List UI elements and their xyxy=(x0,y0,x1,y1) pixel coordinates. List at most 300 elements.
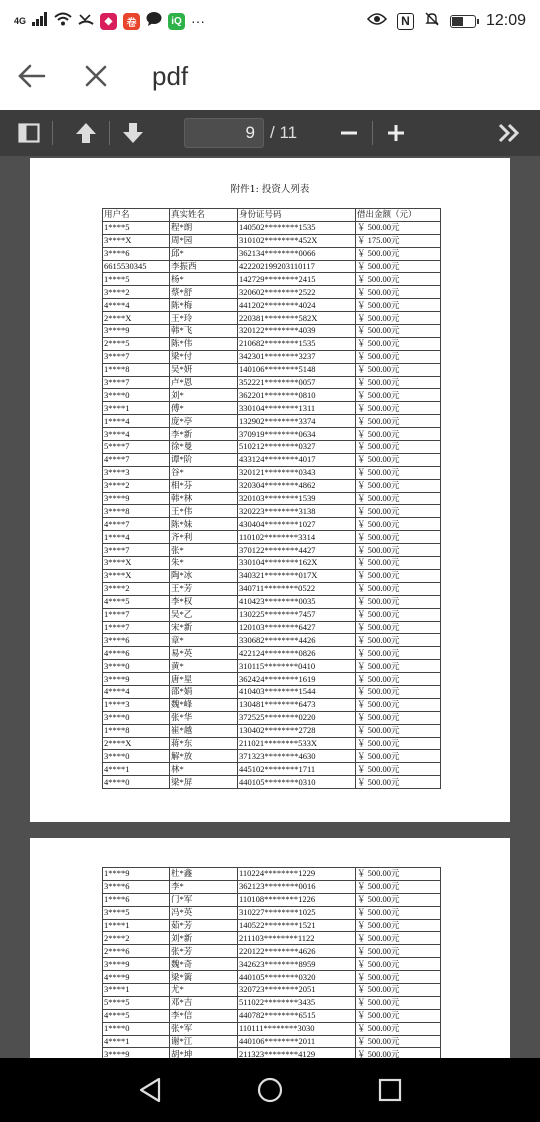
amount-cell: ￥ 500.00元 xyxy=(356,247,441,260)
table-row xyxy=(103,453,441,466)
table-row xyxy=(103,1035,441,1048)
table-row xyxy=(103,428,441,441)
amount-cell: ￥ 500.00元 xyxy=(356,919,441,932)
id-number-cell: 110102********3314 xyxy=(238,531,356,544)
username-cell: 4****4 xyxy=(103,299,170,312)
table-row xyxy=(103,737,441,750)
status-bar xyxy=(0,0,540,42)
amount-cell: ￥ 500.00元 xyxy=(356,763,441,776)
id-number-cell: 320103********1539 xyxy=(238,492,356,505)
username-cell: 3****0 xyxy=(103,389,170,402)
pdf-viewer[interactable] xyxy=(0,156,540,1058)
id-number-cell: 130402********2728 xyxy=(238,724,356,737)
amount-cell: ￥ 500.00元 xyxy=(356,958,441,971)
nav-recents-button[interactable] xyxy=(358,1058,422,1122)
table-row xyxy=(103,1048,441,1058)
table-row xyxy=(103,363,441,376)
arrow-up-icon xyxy=(75,122,97,144)
username-cell: 4****1 xyxy=(103,1035,170,1048)
amount-cell: ￥ 500.00元 xyxy=(356,996,441,1009)
table-row xyxy=(103,505,441,518)
amount-cell: ￥ 500.00元 xyxy=(356,1035,441,1048)
back-button[interactable] xyxy=(0,42,64,110)
amount-cell: ￥ 500.00元 xyxy=(356,685,441,698)
id-number-cell: 130225********7457 xyxy=(238,608,356,621)
real-name-cell: 周*园 xyxy=(170,234,238,247)
username-cell: 1****4 xyxy=(103,415,170,428)
id-number-cell: 320121********0343 xyxy=(238,466,356,479)
amount-cell: ￥ 500.00元 xyxy=(356,698,441,711)
username-cell: 3****6 xyxy=(103,880,170,893)
amount-cell: ￥ 175.00元 xyxy=(356,234,441,247)
amount-cell: ￥ 500.00元 xyxy=(356,984,441,997)
real-name-cell: 吴*乙 xyxy=(170,608,238,621)
real-name-cell: 吴*妍 xyxy=(170,363,238,376)
more-tools-button[interactable] xyxy=(486,110,532,156)
table-row xyxy=(103,402,441,415)
real-name-cell: 谭*阶 xyxy=(170,453,238,466)
table-row xyxy=(103,763,441,776)
username-cell: 4****4 xyxy=(103,685,170,698)
username-cell: 1****6 xyxy=(103,893,170,906)
id-number-cell: 370919********0634 xyxy=(238,428,356,441)
table-row xyxy=(103,1022,441,1035)
id-number-cell: 510212********0327 xyxy=(238,441,356,454)
table-row xyxy=(103,776,441,789)
id-number-cell: 371323********4630 xyxy=(238,750,356,763)
username-cell: 4****6 xyxy=(103,647,170,660)
amount-cell: ￥ 500.00元 xyxy=(356,299,441,312)
app-notification-icon: 卷 xyxy=(123,13,140,30)
arrow-down-icon xyxy=(122,122,144,144)
column-header: 身份证号码 xyxy=(238,209,356,222)
amount-cell: ￥ 500.00元 xyxy=(356,1022,441,1035)
amount-cell: ￥ 500.00元 xyxy=(356,479,441,492)
table-row xyxy=(103,673,441,686)
id-number-cell: 211103********1122 xyxy=(238,932,356,945)
back-arrow-icon xyxy=(18,64,46,88)
username-cell: 3****2 xyxy=(103,286,170,299)
username-cell: 1****4 xyxy=(103,531,170,544)
id-number-cell: 422202199203110117 xyxy=(238,260,356,273)
id-number-cell: 441202********4024 xyxy=(238,299,356,312)
real-name-cell: 李*信 xyxy=(170,1009,238,1022)
amount-cell: ￥ 500.00元 xyxy=(356,273,441,286)
real-name-cell: 李* xyxy=(170,880,238,893)
close-button[interactable] xyxy=(64,42,128,110)
username-cell: 4****1 xyxy=(103,763,170,776)
real-name-cell: 王*芳 xyxy=(170,582,238,595)
real-name-cell: 冯*英 xyxy=(170,906,238,919)
minus-icon xyxy=(339,123,359,143)
username-cell: 2****X xyxy=(103,312,170,325)
table-row xyxy=(103,608,441,621)
id-number-cell: 211323********4129 xyxy=(238,1048,356,1058)
username-cell: 3****2 xyxy=(103,582,170,595)
amount-cell: ￥ 500.00元 xyxy=(356,453,441,466)
id-number-cell: 410403********1544 xyxy=(238,685,356,698)
username-cell: 2****6 xyxy=(103,945,170,958)
username-cell: 4****5 xyxy=(103,595,170,608)
amount-cell: ￥ 500.00元 xyxy=(356,945,441,958)
real-name-cell: 崔*越 xyxy=(170,724,238,737)
id-number-cell: 440106********2011 xyxy=(238,1035,356,1048)
username-cell: 3****7 xyxy=(103,350,170,363)
table-row xyxy=(103,868,441,881)
table-row xyxy=(103,660,441,673)
amount-cell: ￥ 500.00元 xyxy=(356,402,441,415)
username-cell: 3****9 xyxy=(103,958,170,971)
zoom-in-button[interactable] xyxy=(373,110,419,156)
username-cell: 4****7 xyxy=(103,453,170,466)
id-number-cell: 110224********1229 xyxy=(238,868,356,881)
column-header: 真实姓名 xyxy=(170,209,238,222)
navigation-bar xyxy=(0,1058,540,1122)
amount-cell: ￥ 500.00元 xyxy=(356,518,441,531)
toolbar-divider xyxy=(52,121,53,145)
table-row xyxy=(103,415,441,428)
id-number-cell: 445102********1711 xyxy=(238,763,356,776)
message-icon xyxy=(146,11,162,31)
amount-cell: ￥ 500.00元 xyxy=(356,350,441,363)
id-number-cell: 440105********0310 xyxy=(238,776,356,789)
real-name-cell: 茹*芳 xyxy=(170,919,238,932)
real-name-cell: 邵*娟 xyxy=(170,685,238,698)
table-row xyxy=(103,325,441,338)
username-cell: 3****3 xyxy=(103,466,170,479)
amount-cell: ￥ 500.00元 xyxy=(356,932,441,945)
real-name-cell: 刘* xyxy=(170,389,238,402)
username-cell: 2****2 xyxy=(103,932,170,945)
table-row xyxy=(103,492,441,505)
username-cell: 3****1 xyxy=(103,984,170,997)
real-name-cell: 齐*利 xyxy=(170,531,238,544)
amount-cell: ￥ 500.00元 xyxy=(356,608,441,621)
amount-cell: ￥ 500.00元 xyxy=(356,906,441,919)
missed-call-icon xyxy=(78,11,94,31)
username-cell: 3****0 xyxy=(103,660,170,673)
real-name-cell: 杨* xyxy=(170,273,238,286)
username-cell: 3****9 xyxy=(103,1048,170,1058)
username-cell: 3****2 xyxy=(103,479,170,492)
id-number-cell: 210682********1535 xyxy=(238,337,356,350)
nav-home-button[interactable] xyxy=(238,1058,302,1122)
username-cell: 3****X xyxy=(103,569,170,582)
real-name-cell: 蒋*东 xyxy=(170,737,238,750)
id-number-cell: 372525********0220 xyxy=(238,711,356,724)
table-row xyxy=(103,286,441,299)
real-name-cell: 李*权 xyxy=(170,595,238,608)
amount-cell: ￥ 500.00元 xyxy=(356,868,441,881)
real-name-cell: 门*军 xyxy=(170,893,238,906)
table-row xyxy=(103,880,441,893)
username-cell: 3****1 xyxy=(103,402,170,415)
amount-cell: ￥ 500.00元 xyxy=(356,737,441,750)
username-cell: 1****7 xyxy=(103,608,170,621)
table-row xyxy=(103,441,441,454)
username-cell: 3****X xyxy=(103,234,170,247)
amount-cell: ￥ 500.00元 xyxy=(356,312,441,325)
username-cell: 3****9 xyxy=(103,673,170,686)
amount-cell: ￥ 500.00元 xyxy=(356,531,441,544)
signal-icon xyxy=(32,12,48,30)
wifi-icon xyxy=(54,12,72,30)
id-number-cell: 220381********582X xyxy=(238,312,356,325)
id-number-cell: 110108********1226 xyxy=(238,893,356,906)
username-cell: 3****6 xyxy=(103,634,170,647)
table-row xyxy=(103,996,441,1009)
amount-cell: ￥ 500.00元 xyxy=(356,376,441,389)
amount-cell: ￥ 500.00元 xyxy=(356,466,441,479)
real-name-cell: 相*芬 xyxy=(170,479,238,492)
real-name-cell: 徐*曼 xyxy=(170,441,238,454)
table-row xyxy=(103,466,441,479)
username-cell: 3****6 xyxy=(103,247,170,260)
amount-cell: ￥ 500.00元 xyxy=(356,569,441,582)
table-row xyxy=(103,531,441,544)
table-row xyxy=(103,389,441,402)
real-name-cell: 程*朗 xyxy=(170,221,238,234)
username-cell: 6615530345 xyxy=(103,260,170,273)
amount-cell: ￥ 500.00元 xyxy=(356,1048,441,1058)
column-header: 借出金额（元） xyxy=(356,209,441,222)
real-name-cell: 邓*吉 xyxy=(170,996,238,1009)
table-row xyxy=(103,698,441,711)
real-name-cell: 魏*峰 xyxy=(170,698,238,711)
table-row xyxy=(103,518,441,531)
plus-icon xyxy=(386,123,406,143)
real-name-cell: 陈*妹 xyxy=(170,518,238,531)
real-name-cell: 解*放 xyxy=(170,750,238,763)
username-cell: 4****9 xyxy=(103,971,170,984)
username-cell: 1****8 xyxy=(103,724,170,737)
id-number-cell: 410423********0035 xyxy=(238,595,356,608)
amount-cell: ￥ 500.00元 xyxy=(356,363,441,376)
amount-cell: ￥ 500.00元 xyxy=(356,492,441,505)
id-number-cell: 140106********5148 xyxy=(238,363,356,376)
id-number-cell: 211021********533X xyxy=(238,737,356,750)
amount-cell: ￥ 500.00元 xyxy=(356,286,441,299)
real-name-cell: 李*新 xyxy=(170,428,238,441)
amount-cell: ￥ 500.00元 xyxy=(356,557,441,570)
double-chevron-right-icon xyxy=(497,123,521,143)
id-number-cell: 362134********0066 xyxy=(238,247,356,260)
id-number-cell: 430404********1027 xyxy=(238,518,356,531)
id-number-cell: 330682********4426 xyxy=(238,634,356,647)
real-name-cell: 张*华 xyxy=(170,711,238,724)
real-name-cell: 梁*屏 xyxy=(170,776,238,789)
amount-cell: ￥ 500.00元 xyxy=(356,582,441,595)
sidebar-toggle-button[interactable] xyxy=(6,110,52,156)
username-cell: 3****0 xyxy=(103,711,170,724)
id-number-cell: 310115********0410 xyxy=(238,660,356,673)
table-row xyxy=(103,337,441,350)
previous-page-button[interactable] xyxy=(63,110,109,156)
username-cell: 1****1 xyxy=(103,919,170,932)
table-row xyxy=(103,1009,441,1022)
username-cell: 4****0 xyxy=(103,776,170,789)
real-name-cell: 宋*新 xyxy=(170,621,238,634)
square-recents-icon xyxy=(378,1078,402,1102)
id-number-cell: 132902********3374 xyxy=(238,415,356,428)
username-cell: 3****7 xyxy=(103,544,170,557)
id-number-cell: 340321********017X xyxy=(238,569,356,582)
pdf-toolbar xyxy=(0,110,540,156)
nav-back-button[interactable] xyxy=(118,1058,182,1122)
username-cell: 1****7 xyxy=(103,621,170,634)
id-number-cell: 342301********3237 xyxy=(238,350,356,363)
page-title: pdf xyxy=(152,60,189,91)
real-name-cell: 魏*奇 xyxy=(170,958,238,971)
real-name-cell: 黄* xyxy=(170,660,238,673)
amount-cell: ￥ 500.00元 xyxy=(356,647,441,660)
table-header-row xyxy=(103,209,441,222)
table-row xyxy=(103,299,441,312)
id-number-cell: 370122********4427 xyxy=(238,544,356,557)
table-row xyxy=(103,984,441,997)
username-cell: 3****7 xyxy=(103,376,170,389)
real-name-cell: 张*军 xyxy=(170,1022,238,1035)
amount-cell: ￥ 500.00元 xyxy=(356,428,441,441)
table-row xyxy=(103,932,441,945)
clock: 12:09 xyxy=(485,12,526,29)
id-number-cell: 362123********0016 xyxy=(238,880,356,893)
amount-cell: ￥ 500.00元 xyxy=(356,621,441,634)
pdf-page xyxy=(30,158,510,822)
page-total: / 11 xyxy=(270,123,298,142)
real-name-cell: 李振西 xyxy=(170,260,238,273)
table-row xyxy=(103,221,441,234)
username-cell: 1****0 xyxy=(103,1022,170,1035)
username-cell: 3****9 xyxy=(103,325,170,338)
amount-cell: ￥ 500.00元 xyxy=(356,724,441,737)
real-name-cell: 杜*鑫 xyxy=(170,868,238,881)
table-row xyxy=(103,544,441,557)
id-number-cell: 342623********8959 xyxy=(238,958,356,971)
table-row xyxy=(103,557,441,570)
table-row xyxy=(103,595,441,608)
username-cell: 5****5 xyxy=(103,996,170,1009)
username-cell: 3****5 xyxy=(103,906,170,919)
username-cell: 3****9 xyxy=(103,492,170,505)
real-name-cell: 谢*江 xyxy=(170,1035,238,1048)
table-row xyxy=(103,724,441,737)
table-row xyxy=(103,711,441,724)
nfc-icon: N xyxy=(397,13,414,30)
id-number-cell: 362424********1619 xyxy=(238,673,356,686)
id-number-cell: 140502********1535 xyxy=(238,221,356,234)
username-cell: 1****3 xyxy=(103,698,170,711)
table-row xyxy=(103,685,441,698)
amount-cell: ￥ 500.00元 xyxy=(356,893,441,906)
username-cell: 4****7 xyxy=(103,518,170,531)
id-number-cell: 330104********1311 xyxy=(238,402,356,415)
username-cell: 2****5 xyxy=(103,337,170,350)
table-row xyxy=(103,906,441,919)
id-number-cell: 140522********1521 xyxy=(238,919,356,932)
username-cell: 1****8 xyxy=(103,363,170,376)
amount-cell: ￥ 500.00元 xyxy=(356,415,441,428)
id-number-cell: 110111********3030 xyxy=(238,1022,356,1035)
id-number-cell: 422124********0826 xyxy=(238,647,356,660)
real-name-cell: 陈*伟 xyxy=(170,337,238,350)
table-row xyxy=(103,376,441,389)
table-row xyxy=(103,479,441,492)
table-row xyxy=(103,569,441,582)
id-number-cell: 433124********4017 xyxy=(238,453,356,466)
amount-cell: ￥ 500.00元 xyxy=(356,634,441,647)
amount-cell: ￥ 500.00元 xyxy=(356,776,441,789)
network-type: 4G xyxy=(14,15,27,26)
page-number-input[interactable]: 9 xyxy=(184,118,264,148)
real-name-cell: 胡*坤 xyxy=(170,1048,238,1058)
id-number-cell: 320723********2051 xyxy=(238,984,356,997)
username-cell: 3****0 xyxy=(103,750,170,763)
real-name-cell: 韩*林 xyxy=(170,492,238,505)
table-row xyxy=(103,919,441,932)
real-name-cell: 庞*亭 xyxy=(170,415,238,428)
table-row xyxy=(103,621,441,634)
app-bar xyxy=(0,42,540,110)
id-number-cell: 130481********6473 xyxy=(238,698,356,711)
column-header: 用户名 xyxy=(103,209,170,222)
battery-icon xyxy=(450,15,476,28)
amount-cell: ￥ 500.00元 xyxy=(356,750,441,763)
zoom-out-button[interactable] xyxy=(326,110,372,156)
amount-cell: ￥ 500.00元 xyxy=(356,325,441,338)
username-cell: 4****5 xyxy=(103,1009,170,1022)
real-name-cell: 唐*星 xyxy=(170,673,238,686)
real-name-cell: 韩*飞 xyxy=(170,325,238,338)
real-name-cell: 林* xyxy=(170,763,238,776)
id-number-cell: 220122********4626 xyxy=(238,945,356,958)
amount-cell: ￥ 500.00元 xyxy=(356,441,441,454)
real-name-cell: 卢*恩 xyxy=(170,376,238,389)
close-icon xyxy=(85,65,107,87)
real-name-cell: 谷* xyxy=(170,466,238,479)
table-row xyxy=(103,273,441,286)
pdf-page xyxy=(30,838,510,1058)
table-row xyxy=(103,634,441,647)
real-name-cell: 刘*新 xyxy=(170,932,238,945)
username-cell: 1****5 xyxy=(103,273,170,286)
real-name-cell: 梁*篱 xyxy=(170,971,238,984)
amount-cell: ￥ 500.00元 xyxy=(356,880,441,893)
real-name-cell: 尤* xyxy=(170,984,238,997)
table-row xyxy=(103,260,441,273)
real-name-cell: 章* xyxy=(170,634,238,647)
investor-table xyxy=(102,208,441,789)
amount-cell: ￥ 500.00元 xyxy=(356,1009,441,1022)
amount-cell: ￥ 500.00元 xyxy=(356,660,441,673)
real-name-cell: 朱* xyxy=(170,557,238,570)
real-name-cell: 王*伟 xyxy=(170,505,238,518)
table-row xyxy=(103,312,441,325)
real-name-cell: 傅* xyxy=(170,402,238,415)
username-cell: 1****9 xyxy=(103,868,170,881)
id-number-cell: 440105********0320 xyxy=(238,971,356,984)
id-number-cell: 320602********2522 xyxy=(238,286,356,299)
id-number-cell: 310227********1025 xyxy=(238,906,356,919)
username-cell: 2****X xyxy=(103,737,170,750)
id-number-cell: 120103********6427 xyxy=(238,621,356,634)
investor-table xyxy=(102,867,441,1058)
next-page-button[interactable] xyxy=(110,110,156,156)
real-name-cell: 王*玲 xyxy=(170,312,238,325)
real-name-cell: 陈*梅 xyxy=(170,299,238,312)
table-row xyxy=(103,247,441,260)
real-name-cell: 张*芳 xyxy=(170,945,238,958)
